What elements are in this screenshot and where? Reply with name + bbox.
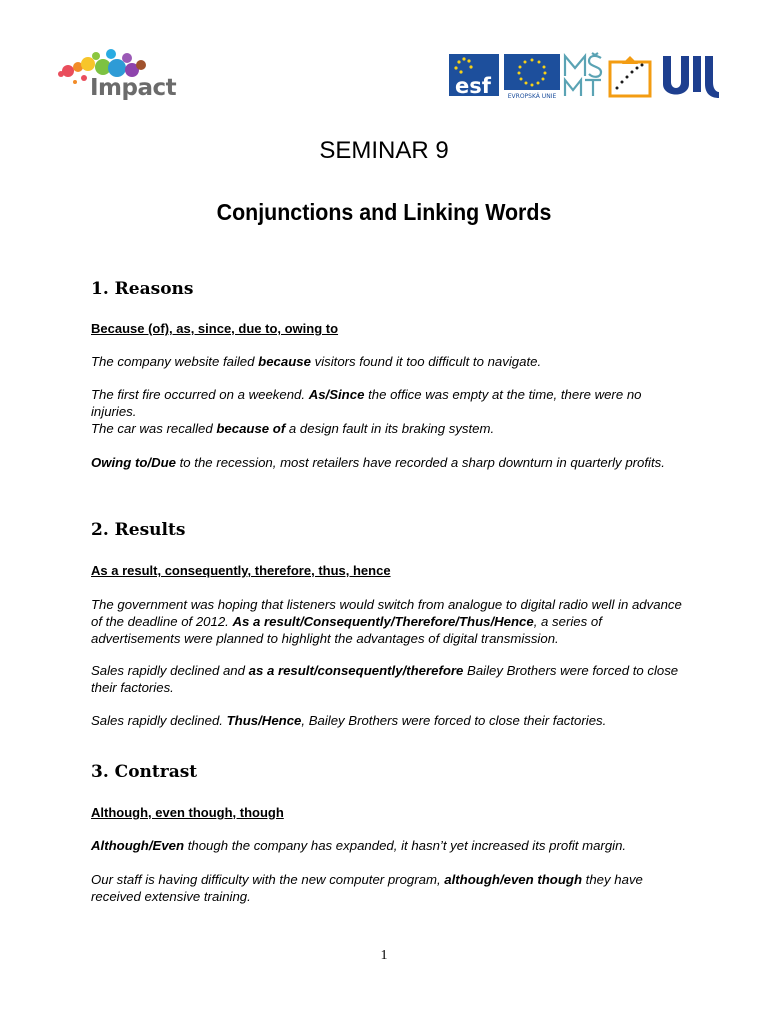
example-text: The government was hoping that listeners would switch from analogue to digital radio well in advance of the deadline of 2012. (91, 597, 682, 629)
example-paragraph (91, 837, 683, 854)
keywords-contrast: Although, even though, though (91, 805, 284, 820)
svg-text:esf: esf (455, 74, 491, 98)
example-text: Sales rapidly declined. (91, 713, 227, 728)
msmt-logo-icon (565, 53, 601, 96)
svg-text:EVROPSKÁ UNIE: EVROPSKÁ UNIE (507, 93, 557, 100)
example-text: Bailey Brothers were forced to close their factories. (91, 663, 679, 695)
example-paragraph (91, 353, 683, 370)
example-paragraph (91, 871, 683, 905)
seminar-title: SEMINAR 9 (319, 137, 449, 164)
page-number: 1 (380, 948, 388, 963)
example-text: the office was empty at the time, there were no injuries. (91, 387, 642, 419)
op-vk-logo-icon (610, 56, 657, 96)
linking-word: Although/Even (91, 838, 185, 853)
section-heading-reasons: 1. Reasons (91, 279, 194, 299)
impact-logo (44, 40, 192, 120)
example-text: visitors found it too difficult to navigate. (310, 354, 542, 369)
example-text: , Bailey Brothers were forced to close their factories. (301, 713, 607, 728)
linking-word: As/Since (308, 387, 365, 402)
impact-logo-text: Impact (90, 75, 177, 101)
example-text: The company website failed (91, 354, 259, 369)
example-text: The car was recalled (91, 421, 217, 436)
keywords-reasons: Because (of), as, since, due to, owing to (91, 321, 339, 336)
example-paragraph (91, 596, 683, 647)
linking-word: because of (216, 421, 286, 436)
linking-word: because (258, 354, 311, 369)
example-text: , a series of advertisements were planned to highlight the advantages of digital transmission. (91, 614, 602, 646)
example-text: they have received extensive training. (91, 872, 643, 904)
example-text: a design fault in its braking system. (285, 421, 495, 436)
example-text: The first fire occurred on a weekend. (91, 387, 309, 402)
keywords-results: As a result, consequently, therefore, thus, hence (91, 563, 391, 578)
section-heading-contrast: 3. Contrast (91, 762, 198, 782)
example-paragraph (91, 662, 683, 696)
university-logo-icon (663, 56, 719, 98)
example-paragraph (91, 712, 683, 729)
example-text: to the recession, most retailers have recorded a sharp downturn in quarterly profits. (175, 455, 665, 470)
linking-word: as a result/consequently/therefore (248, 663, 464, 678)
linking-word: As a result/Consequently/Therefore/Thus/Hence (232, 614, 534, 629)
partner-logos (449, 52, 725, 100)
section-heading-results: 2. Results (91, 520, 186, 540)
linking-word: although/even though (444, 872, 583, 887)
example-paragraph (91, 454, 683, 471)
example-text: though the company has expanded, it hasn’t yet increased its profit margin. (184, 838, 627, 853)
example-text: Our staff is having difficulty with the new computer program, (91, 872, 445, 887)
document-title: Conjunctions and Linking Words (216, 199, 552, 225)
example-paragraph (91, 420, 683, 437)
example-text: Sales rapidly declined and (91, 663, 249, 678)
example-paragraph (91, 386, 683, 420)
linking-word: Thus/Hence (226, 713, 302, 728)
linking-word: Owing to/Due (91, 455, 176, 470)
partner-logos-graphic (449, 52, 725, 100)
